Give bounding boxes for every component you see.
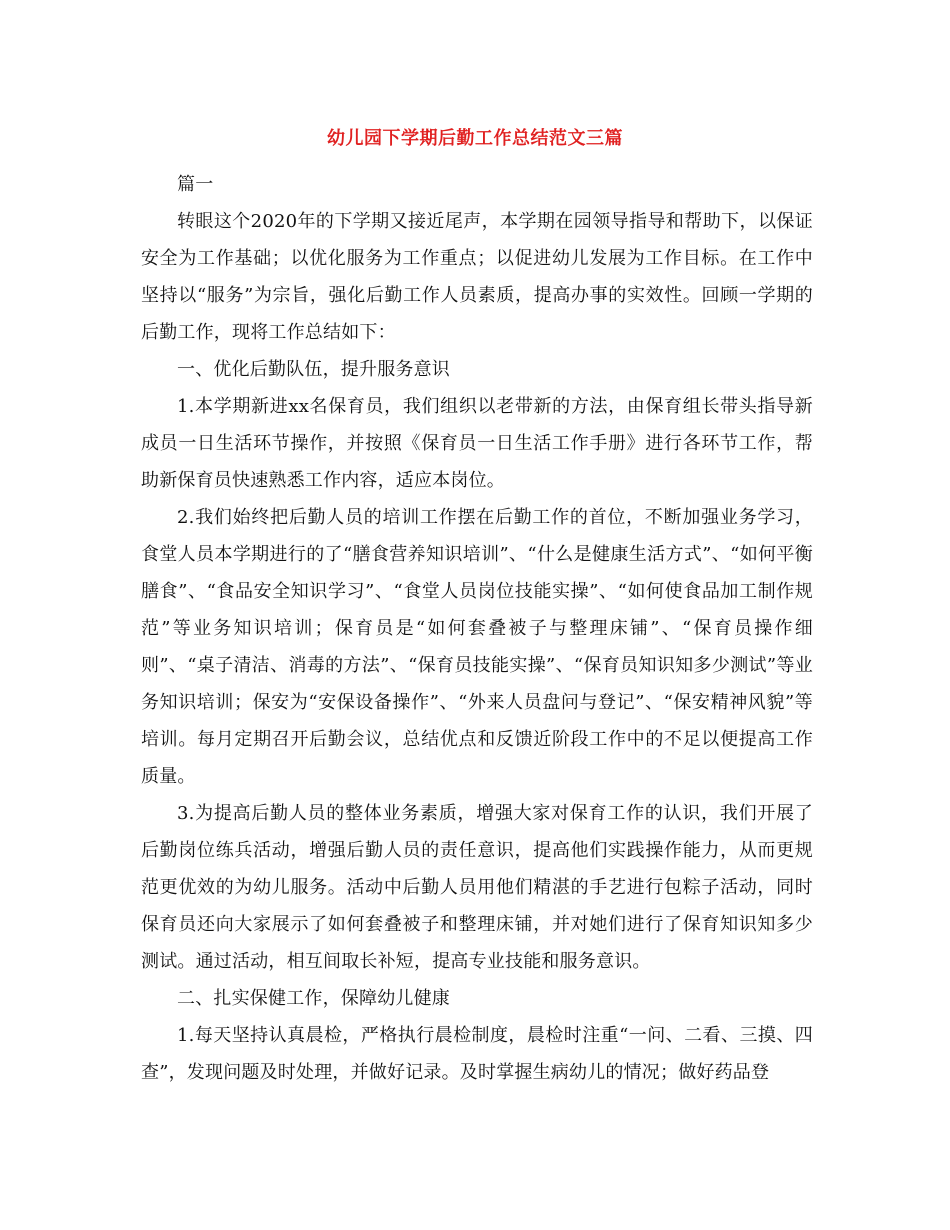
intro-paragraph: 转眼这个2020年的下学期又接近尾声，本学期在园领导指导和帮助下，以保证安全为工作基础；以优化服务为工作重点；以促进幼儿发展为工作目标。在工作中坚持以“服务”为宗旨，强化后勤工作人员素质，提高办事的实效性。回顾一学期的后勤工作，现将工作总结如下： [141, 211, 813, 343]
section-heading: 二、扎实保健工作，保障幼儿健康 [177, 988, 450, 1009]
list-item-paragraph: 1.每天坚持认真晨检，严格执行晨检制度，晨检时注重“一问、二看、三摸、四查”，发现问题及时处理，并做好记录。及时掌握生病幼儿的情况；做好药品登 [141, 1025, 813, 1083]
list-item-paragraph: 1.本学期新进xx名保育员，我们组织以老带新的方法，由保育组长带头指导新成员一日生活环节操作，并按照《保育员一日生活工作手册》进行各环节工作，帮助新保育员快速熟悉工作内容，适应本岗位。 [141, 396, 813, 491]
document-body [141, 166, 813, 1091]
section-heading: 一、优化后勤队伍，提升服务意识 [177, 359, 450, 380]
document-title: 幼儿园下学期后勤工作总结范文三篇 [327, 128, 623, 149]
section-heading-part-one: 篇一 [177, 174, 214, 195]
list-item-paragraph: 3.为提高后勤人员的整体业务素质，增强大家对保育工作的认识，我们开展了后勤岗位练兵活动，增强后勤人员的责任意识，提高他们实践操作能力，从而更规范更优效的为幼儿服务。活动中后勤人员用他们精湛的手艺进行包粽子活动，同时保育员还向大家展示了如何套叠被子和整理床铺，并对她们进行了保育知识知多少测试。通过活动，相互间取长补短，提高专业技能和服务意识。 [141, 803, 813, 972]
list-item-paragraph: 2.我们始终把后勤人员的培训工作摆在后勤工作的首位，不断加强业务学习，食堂人员本学期进行的了“膳食营养知识培训”、“什么是健康生活方式”、“如何平衡膳食”、“食品安全知识学习”、“食堂人员岗位技能实操”、“如何使食品加工制作规范”等业务知识培训；保育员是“如何套叠被子与整理床铺”、“保育员操作细则”、“桌子清洁、消毒的方法”、“保育员技能实操”、“保育员知识知多少测试”等业务知识培训；保安为“安保设备操作”、“外来人员盘问与登记”、“保安精神风貌”等培训。每月定期召开后勤会议，总结优点和反馈近阶段工作中的不足以便提高工作质量。 [141, 507, 813, 787]
